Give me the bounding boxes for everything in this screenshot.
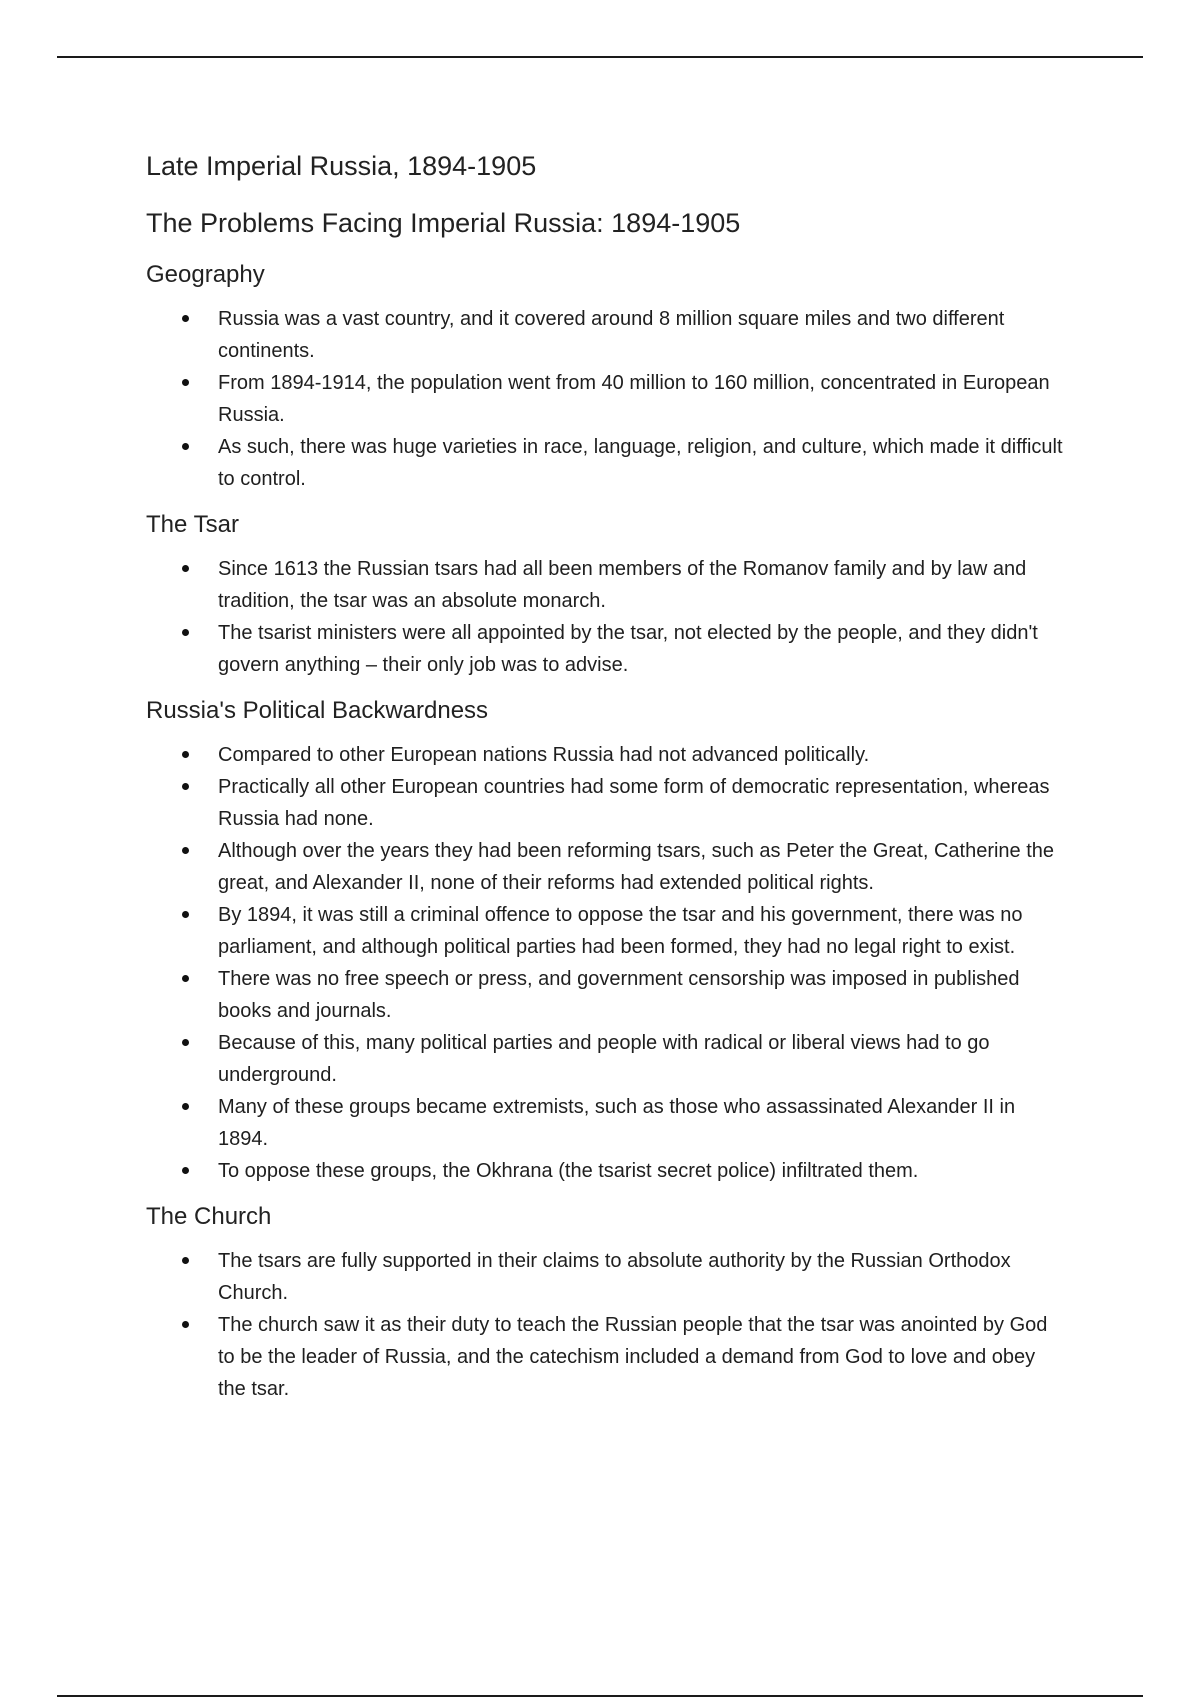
bullet-icon bbox=[182, 751, 189, 758]
list-item bbox=[146, 835, 1066, 899]
section-the-church bbox=[146, 1199, 1066, 1405]
bullet-icon bbox=[182, 565, 189, 572]
list-item-text: The church saw it as their duty to teach the Russian people that the tsar was anointed by God to be the leader of Russia, and the catechism included a demand from God to love and obey the tsar. bbox=[218, 1314, 1048, 1400]
list-item-text: As such, there was huge varieties in race, language, religion, and culture, which made it difficult to control. bbox=[218, 436, 1063, 490]
bullet-icon bbox=[182, 1321, 189, 1328]
section-political-backwardness bbox=[146, 693, 1066, 1187]
top-rule bbox=[57, 56, 1143, 58]
list-item-text: Compared to other European nations Russia had not advanced politically. bbox=[218, 744, 870, 766]
list-item-text: Since 1613 the Russian tsars had all been members of the Romanov family and by law and tradition, the tsar was an absolute monarch. bbox=[218, 558, 1027, 612]
section-geography bbox=[146, 257, 1066, 495]
document-title: Late Imperial Russia, 1894-1905 bbox=[146, 151, 537, 181]
bullet-icon bbox=[182, 1167, 189, 1174]
bullet-icon bbox=[182, 1257, 189, 1264]
bullet-icon bbox=[182, 847, 189, 854]
list-item-text: Russia was a vast country, and it covered around 8 million square miles and two different continents. bbox=[218, 308, 1005, 362]
bullet-icon bbox=[182, 1103, 189, 1110]
list-item bbox=[146, 431, 1066, 495]
bullet-list bbox=[146, 739, 1066, 1187]
list-item bbox=[146, 1091, 1066, 1155]
list-item-text: From 1894-1914, the population went from 40 million to 160 million, concentrated in European Russia. bbox=[218, 372, 1050, 426]
list-item-text: Many of these groups became extremists, such as those who assassinated Alexander II in 1894. bbox=[218, 1096, 1016, 1150]
bullet-icon bbox=[182, 315, 189, 322]
list-item bbox=[146, 553, 1066, 617]
list-item bbox=[146, 899, 1066, 963]
list-item bbox=[146, 1245, 1066, 1309]
bullet-list bbox=[146, 1245, 1066, 1405]
list-item bbox=[146, 367, 1066, 431]
section-the-tsar bbox=[146, 507, 1066, 681]
list-item bbox=[146, 1155, 1066, 1187]
list-item-text: By 1894, it was still a criminal offence to oppose the tsar and his government, there was no parliament, and although political parties had been formed, they had no legal right to exist. bbox=[218, 904, 1023, 958]
list-item bbox=[146, 617, 1066, 681]
list-item bbox=[146, 739, 1066, 771]
section-heading: The Church bbox=[146, 1203, 272, 1230]
bullet-icon bbox=[182, 629, 189, 636]
list-item bbox=[146, 303, 1066, 367]
bullet-icon bbox=[182, 443, 189, 450]
list-item bbox=[146, 1027, 1066, 1091]
list-item bbox=[146, 963, 1066, 1027]
section-heading: The Tsar bbox=[146, 511, 239, 538]
bullet-list bbox=[146, 303, 1066, 495]
list-item-text: To oppose these groups, the Okhrana (the tsarist secret police) infiltrated them. bbox=[218, 1160, 919, 1182]
document-subtitle: The Problems Facing Imperial Russia: 1894-1905 bbox=[146, 208, 741, 238]
list-item-text: Although over the years they had been reforming tsars, such as Peter the Great, Catherine the great, and Alexander II, none of their reforms had extended political rights. bbox=[218, 840, 1055, 894]
list-item-text: Practically all other European countries had some form of democratic representation, whereas Russia had none. bbox=[218, 776, 1050, 830]
section-heading: Geography bbox=[146, 261, 265, 288]
list-item-text: The tsars are fully supported in their claims to absolute authority by the Russian Orthodox Church. bbox=[218, 1250, 1011, 1304]
section-heading: Russia's Political Backwardness bbox=[146, 697, 489, 724]
list-item-text: The tsarist ministers were all appointed by the tsar, not elected by the people, and they didn't govern anything – their only job was to advise. bbox=[218, 622, 1038, 676]
bullet-icon bbox=[182, 379, 189, 386]
list-item bbox=[146, 771, 1066, 835]
document-body bbox=[146, 146, 1066, 1417]
bullet-icon bbox=[182, 911, 189, 918]
bullet-list bbox=[146, 553, 1066, 681]
bullet-icon bbox=[182, 783, 189, 790]
bullet-icon bbox=[182, 1039, 189, 1046]
bottom-rule bbox=[57, 1695, 1143, 1697]
list-item bbox=[146, 1309, 1066, 1405]
bullet-icon bbox=[182, 975, 189, 982]
list-item-text: Because of this, many political parties and people with radical or liberal views had to go underground. bbox=[218, 1032, 990, 1086]
list-item-text: There was no free speech or press, and government censorship was imposed in published books and journals. bbox=[218, 968, 1020, 1022]
